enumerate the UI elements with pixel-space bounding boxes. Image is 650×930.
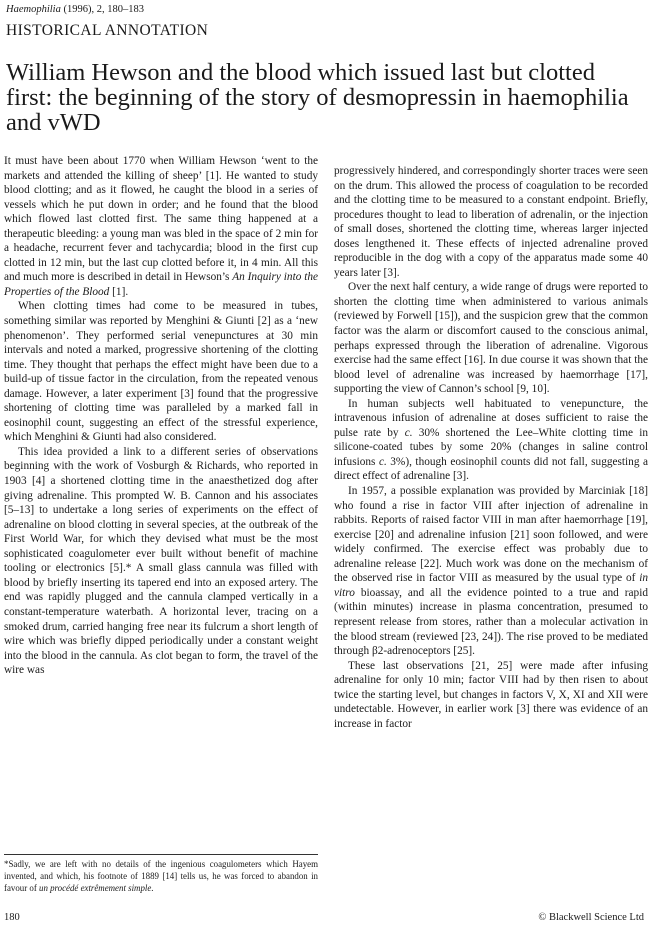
paragraph — [4, 154, 318, 299]
text-run: In human subjects well habituated to venepuncture, the intravenous infusion of adrenaline at doses sufficient to raise the pulse rate by — [334, 397, 648, 439]
journal-name: Haemophilia — [6, 4, 61, 15]
copyright: © Blackwell Science Ltd — [538, 912, 644, 923]
journal-citation: (1996), 2, 180–183 — [60, 4, 144, 15]
text-run: 3%), though eosinophil counts did not fall, suggesting a direct effect of adrenaline [3]. — [334, 455, 648, 483]
paragraph: Over the next half century, a wide range of drugs were reported to shorten the clotting time when administered to various animals (reviewed by Forwell [15]), and the suspicion grew that the common factor was the alarm or discomfort caused to the conscious animal, perhaps expressed through the liberation of adrenaline. Vigorous exercise had the same effect [16]. In due course it was shown that the blood level of adrenaline was increased by haemorrhage [17], supporting the view of Cannon’s school [9, 10]. — [334, 281, 648, 396]
paragraph: This idea provided a link to a different series of observations beginning with the work of Vosburgh & Richards, who reported in 1903 [4] a shortened clotting time in the anaesthetized dog after giving adrenaline. This prompted W. B. Cannon and his associates [5–13] to undertake a long series of experiments on the effect of adrenaline on blood clotting in several species, at the outbreak of the First World War, for which they devised what must be the most sophisticated coagulometer ever built without benefit of machine tooling or electronics [5].* A small glass cannula was filled with blood by briefly inserting its tapered end into an exposed artery. The end was rapidly plugged and the cannula clamped vertically in a constant-temperature waterbath. A horizontal lever, tracing on a smoked drum, carried hanging free near its fulcrum a short length of wire which was briefly dipped periodically under a constant weight into the blood in the cannula. As clot began to form, the travel of the wire was — [4, 445, 318, 677]
book-title: An Inquiry into the Properties of the Blood — [4, 271, 318, 298]
footnote-divider — [4, 854, 318, 855]
text-run: *Sadly, we are left with no details of the ingenious coagulometers which Hayem invented, and which, his footnote of 1889 [14] tells us, he was forced to abandon in favour of — [4, 859, 318, 893]
italic-run: c. — [378, 455, 387, 468]
text-run: [1]. — [109, 285, 129, 298]
paragraph: These last observations [21, 25] were made after infusing adrenaline for only 10 min; factor VIII had by then risen to about twice the starting level, but changes in factors V, X, XI and XII were undetectable. However, in earlier work [3] there was evidence of an increase in factor — [334, 659, 648, 730]
italic-run: c. — [404, 426, 413, 439]
running-head — [6, 4, 144, 15]
left-column — [4, 154, 318, 678]
text-run: In 1957, a possible explanation was provided by Marciniak [18] who found a rise in factor VIII after injection of adrenaline in rabbits. Reports of raised factor VIII in man after haemorrhage [19], exercise [20] and adrenaline infusion [21] soon followed, and were widely confirmed. The exercise effect was probably due to adrenaline release [22]. Much work was done on the mechanism of the observed rise in factor VIII as measured by the usual type of — [334, 485, 648, 585]
right-column — [334, 164, 648, 731]
italic-run: un procédé extrêmement simple — [39, 883, 152, 893]
page-number: 180 — [4, 912, 20, 923]
text-run: 30% shortened the Lee–White clotting time in silicone-coated tubes by some 20% (changes in saline control infusions — [334, 426, 648, 468]
paragraph: When clotting times had come to be measured in tubes, something similar was reported by Menghini & Giunti [2] as a ‘new phenomenon’. They performed serial venepunctures at 30 min intervals and noted a marked, progressive shortening of the clotting time. They thought that perhaps the effect might have been due to a build-up of tissue factor in the circulation, from the repeated venous damage. However, a later experiment [3] found that the progressive shortening of clotting time was paralleled by a marked fall in eosinophil count, suggesting an effect of the stressful experience, which Menghini & Giunti had also considered. — [4, 300, 318, 444]
section-label: HISTORICAL ANNOTATION — [6, 22, 209, 39]
text-run: bioassay, and all the evidence pointed to a true and rapid (within minutes) increase in plasma concentration, presumed to represent release from stores, rather than a molecular activation in the blood stream (reviewed [23, 24]). The rise proved to be mediated through β2-adrenoceptors [25]. — [334, 586, 648, 658]
text-run: It must have been about 1770 when William Hewson ‘went to the markets and attended the killing of sheep’ [1]. He wanted to study blood clotting; and as it flowed, he caught the blood in a series of vessels which he put down in order; and he found that the blood which flowed last clotted first. The same thing happened at a therapeutic bleeding: a young man was bled in the space of 2 min for a headache, recurrent fever and tachycardia; blood in the first cup clotted in 12 min, but the last cup clotted before it, in 4 min. All this and much more is described in detail in Hewson’s — [4, 155, 318, 284]
italic-run: in vitro — [334, 572, 648, 599]
paragraph — [334, 484, 648, 659]
footnote — [4, 858, 318, 894]
article-title: William Hewson and the blood which issued last but clotted first: the beginning of the story of desmopressin in haemophilia and vWD — [6, 59, 629, 136]
paragraph: progressively hindered, and correspondingly shorter traces were seen on the drum. This allowed the process of coagulation to be recorded and the clotting time to be measured to a constant endpoint. Briefly, procedures thought to lead to liberation of adrenalin, or the injection of small doses, shortened the clotting time, whereas larger injected doses lengthened it. These effects of injected adrenaline proved reproducible in the dog with a copy of the apparatus made some 40 years later [3]. — [334, 165, 648, 279]
paragraph — [334, 397, 648, 484]
text-run: . — [151, 883, 154, 893]
